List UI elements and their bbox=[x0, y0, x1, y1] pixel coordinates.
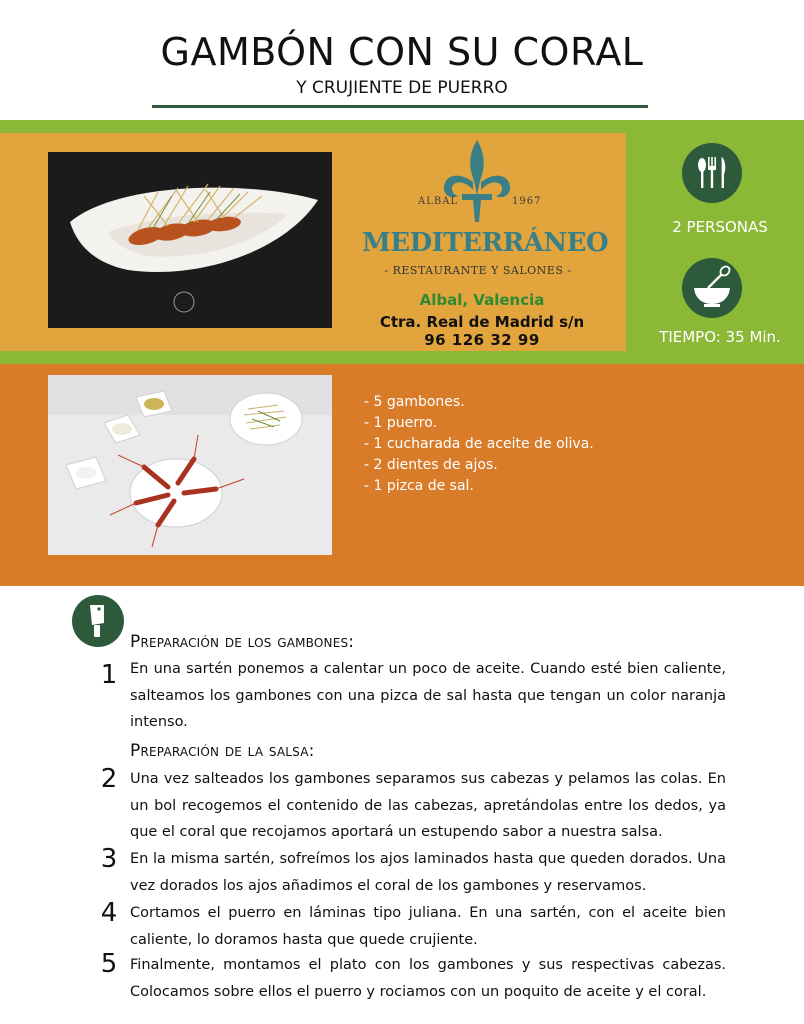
step-number: 3 bbox=[100, 844, 118, 874]
restaurant-address: Ctra. Real de Madrid s/n bbox=[379, 313, 585, 331]
ingredients-photo bbox=[48, 375, 332, 555]
step-number: 4 bbox=[100, 898, 118, 928]
ingredient-item: - 2 dientes de ajos. bbox=[364, 457, 498, 473]
cleaver-icon bbox=[72, 595, 124, 647]
logo-city: ALBAL bbox=[418, 196, 459, 207]
cutlery-icon bbox=[682, 143, 742, 203]
ingredient-item: - 5 gambones. bbox=[364, 394, 465, 410]
ingredients-list bbox=[364, 392, 594, 497]
fleur-de-lis-icon bbox=[440, 138, 514, 224]
dish-photo bbox=[48, 152, 332, 328]
step-text: Finalmente, montamos el plato con los gambones y sus respectivas cabezas. Colocamos sobre ellos el puerro y rociamos con un poquito de aceite y el coral. bbox=[130, 957, 726, 1000]
ingredient-item: - 1 puerro. bbox=[364, 415, 437, 431]
time-label: TIEMPO: 35 Min. bbox=[659, 328, 781, 346]
restaurant-phone: 96 126 32 99 bbox=[424, 331, 540, 349]
restaurant-tagline: - RESTAURANTE Y SALONES - bbox=[384, 264, 572, 277]
title-divider bbox=[152, 105, 648, 108]
step-number: 1 bbox=[100, 660, 118, 690]
ingredient-item: - 1 cucharada de aceite de oliva. bbox=[364, 436, 594, 452]
step-text: En una sartén ponemos a calentar un poco de aceite. Cuando esté bien caliente, salteamos los gambones con una pizca de sal hasta que tengan un color naranja intenso. bbox=[130, 661, 726, 730]
step-text: Cortamos el puerro en láminas tipo juliana. En una sartén, con el aceite bien caliente, lo doramos hasta que quede crujiente. bbox=[130, 905, 726, 948]
gambones-heading: Preparación de los gambones: bbox=[130, 632, 355, 652]
logo-year: 1967 bbox=[512, 196, 542, 207]
step-text: Una vez salteados los gambones separamos sus cabezas y pelamos las colas. En un bol recogemos el contenido de las cabezas, apretándolas entre los dedos, ya que el coral que recojamos aportará un estupendo sabor a nuestra salsa. bbox=[130, 771, 726, 840]
salsa-heading: Preparación de la salsa: bbox=[130, 741, 315, 761]
step-number: 2 bbox=[100, 764, 118, 794]
recipe-title: GAMBÓN CON SU CORAL bbox=[160, 30, 644, 74]
mixing-bowl-icon bbox=[682, 258, 742, 318]
servings-label: 2 PERSONAS bbox=[672, 218, 768, 236]
recipe-subtitle: Y CRUJIENTE DE PUERRO bbox=[296, 78, 508, 98]
restaurant-location: Albal, Valencia bbox=[419, 291, 545, 309]
step-number: 5 bbox=[100, 949, 118, 979]
step-text: En la misma sartén, sofreímos los ajos laminados hasta que queden dorados. Una vez dorados los ajos añadimos el coral de los gambones y reservamos. bbox=[130, 851, 726, 894]
ingredient-item: - 1 pizca de sal. bbox=[364, 478, 474, 494]
restaurant-name: MEDITERRÁNEO bbox=[362, 228, 609, 258]
